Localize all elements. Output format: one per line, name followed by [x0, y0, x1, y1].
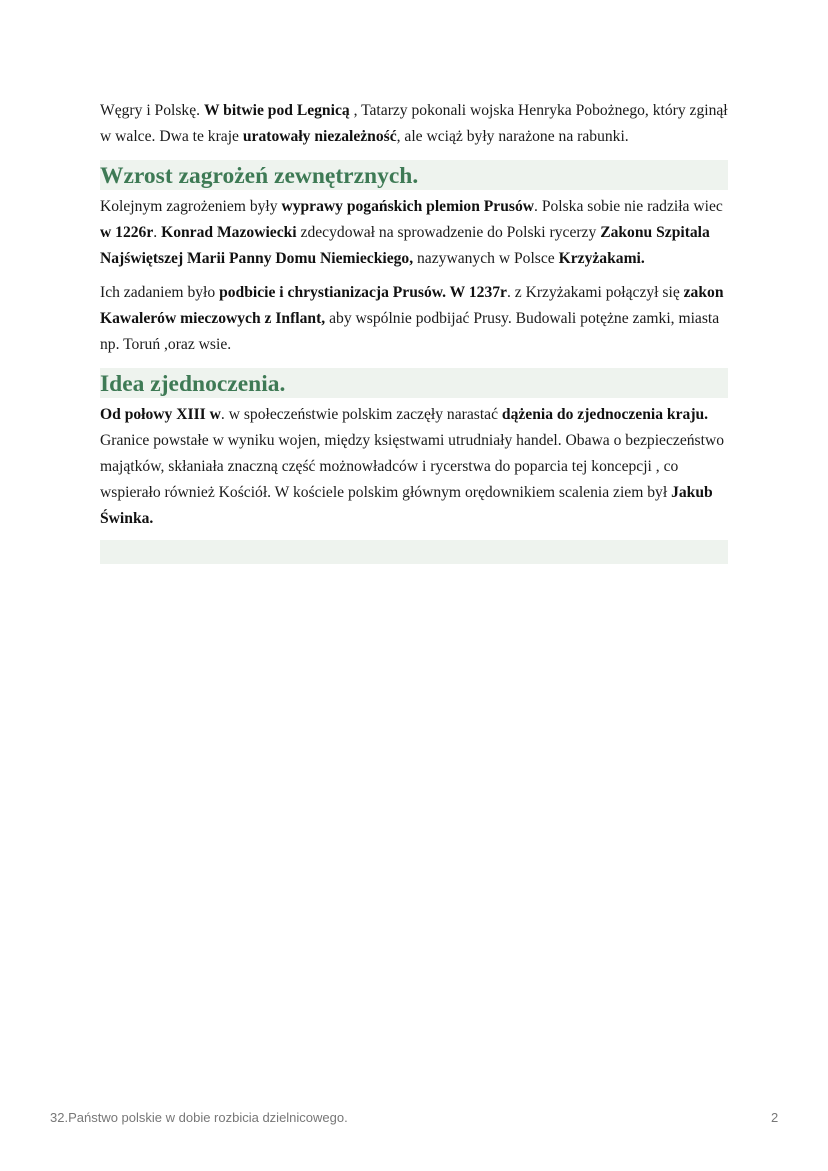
paragraph-teutonic-knights [100, 280, 728, 358]
paragraph-legnica [100, 98, 728, 150]
bold-text: W bitwie pod Legnicą [203, 102, 354, 119]
text-run: . [153, 224, 162, 241]
paragraph-unification [100, 402, 728, 532]
bold-text: Konrad Mazowiecki [161, 224, 297, 241]
document-page [100, 98, 728, 564]
footer-page-number: 2 [771, 1110, 779, 1125]
text-run: aby wspólnie podbijać Prusy. Budowali potężne zamki, miasta np. Toruń ,oraz wsie. [100, 310, 720, 353]
heading-text: Wzrost zagrożeń zewnętrznych. [100, 163, 419, 189]
bold-text: Jakub Świnka. [100, 484, 713, 527]
heading-text: Idea zjednoczenia. [100, 371, 286, 397]
text-run: zdecydował na sprowadzenie do Polski rycerzy [296, 224, 601, 241]
section-heading-external-threats [100, 160, 728, 190]
bold-text: wyprawy pogańskich plemion Prusów [281, 198, 535, 215]
paragraph-prussians [100, 194, 728, 272]
bold-text: podbicie i chrystianizacja Prusów. W 1237r [219, 284, 507, 301]
text-run: . w społeczeństwie polskim zaczęły narastać [220, 406, 502, 423]
bold-text: Krzyżakami. [558, 250, 645, 267]
bold-text: dążenia do zjednoczenia kraju. [501, 406, 709, 423]
text-run: . Polska sobie nie radziła wiec [534, 198, 723, 215]
bold-text: zakon Kawalerów mieczowych z Inflant, [100, 284, 724, 327]
bold-text: w 1226r [100, 224, 154, 241]
text-run: Granice powstałe w wyniku wojen, między księstwami utrudniały handel. Obawa o bezpieczeństwo majątków, skłaniała znaczną część możnowładców i rycerstwa do poparcia tej koncepcji , co wspierało również Kościół. W kościele polskim głównym orędownikiem scalenia ziem był [100, 432, 725, 501]
bold-text: Zakonu Szpitala Najświętszej Marii Panny Domu Niemieckiego, [100, 224, 710, 267]
bold-text: uratowały niezależność [242, 128, 397, 145]
text-run: Węgry i Polskę. [100, 102, 204, 119]
text-run: Kolejnym zagrożeniem były [100, 198, 282, 215]
text-run: nazywanych w Polsce [413, 250, 559, 267]
section-heading-unification [100, 368, 728, 398]
text-run: , Tatarzy pokonali wojska Henryka Pobożnego, który zginął w walce. Dwa te kraje [100, 102, 728, 145]
empty-heading-band [100, 540, 728, 564]
bold-text: Od połowy XIII w [100, 406, 221, 423]
text-run: . z Krzyżakami połączył się [506, 284, 684, 301]
text-run: , ale wciąż były narażone na rabunki. [396, 128, 629, 145]
footer-document-title: 32.Państwo polskie w dobie rozbicia dzielnicowego. [50, 1110, 348, 1125]
text-run: Ich zadaniem było [100, 284, 220, 301]
